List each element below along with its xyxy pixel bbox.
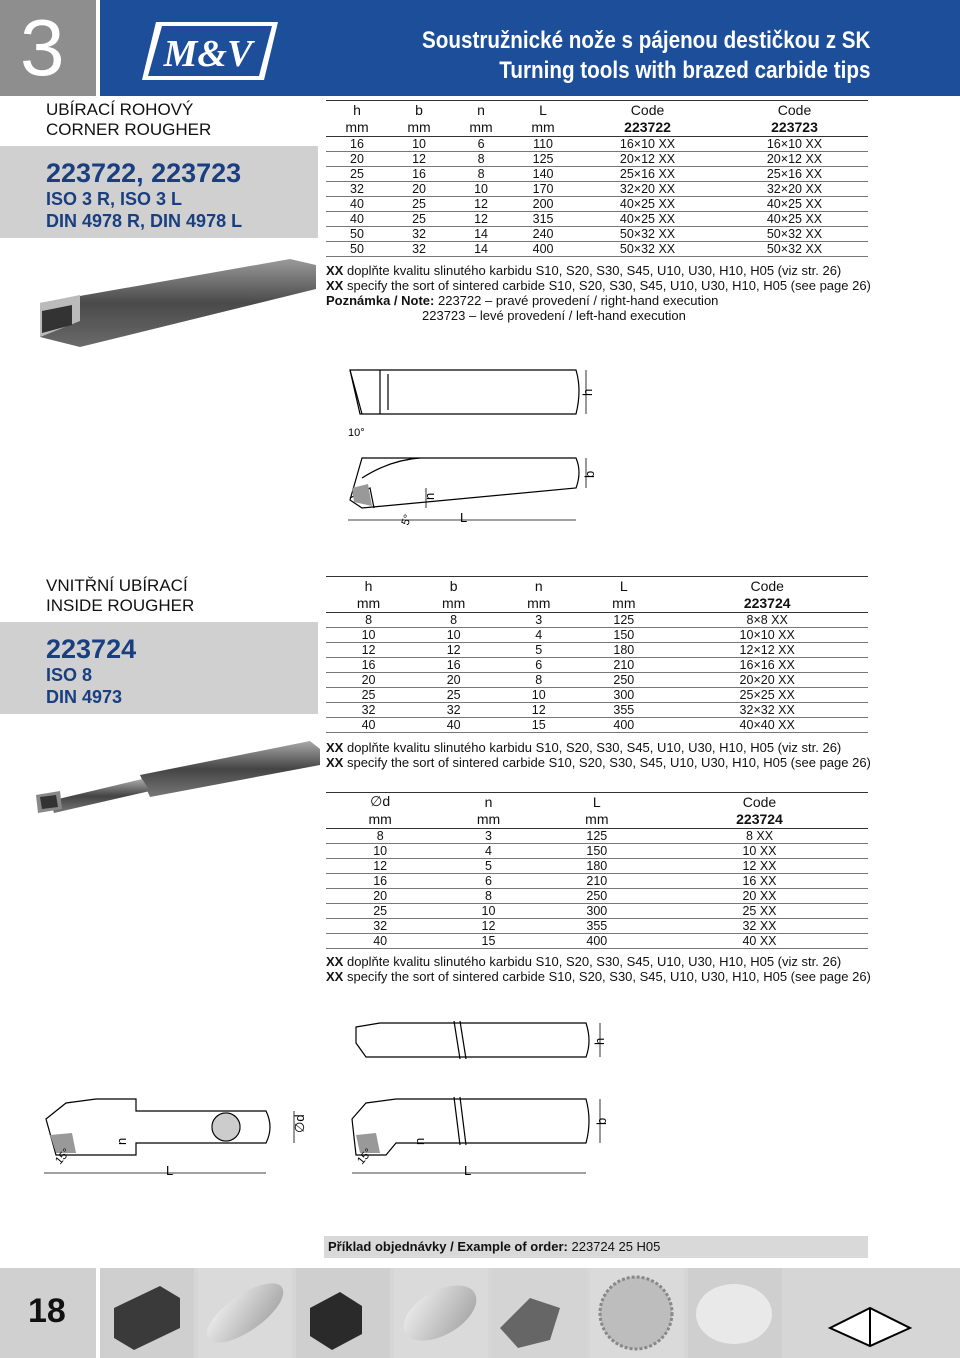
table-cell: 16×10 XX (574, 137, 721, 152)
table-row (326, 212, 868, 227)
section2-label-cz: VNITŘNÍ UBÍRACÍ (46, 576, 188, 595)
table-cell: 12 (496, 703, 581, 718)
table-cell: 250 (581, 673, 666, 688)
table-cell: 240 (512, 227, 574, 242)
title-en: Turning tools with brazed carbide tips (498, 57, 870, 84)
table-cell: 180 (581, 643, 666, 658)
table-row (326, 182, 868, 197)
table-cell: 12 (388, 152, 450, 167)
table-cell: 40 (326, 197, 388, 212)
table-cell: 32 (388, 227, 450, 242)
table-cell: 150 (581, 628, 666, 643)
table-cell: 6 (496, 658, 581, 673)
dim-L: L (464, 1163, 472, 1178)
table-cell: 400 (581, 718, 666, 733)
table-cell: 25 (388, 197, 450, 212)
table-cell: 4 (496, 628, 581, 643)
table-row (326, 859, 868, 874)
tile-7 (688, 1268, 782, 1358)
section1-table (326, 100, 868, 257)
section1-code-box (0, 146, 318, 238)
col-n: n (450, 101, 512, 119)
table-cell: 50 (326, 227, 388, 242)
table-cell: 8 (411, 613, 496, 628)
table-cell: 40 XX (651, 934, 868, 949)
table-cell: 40 (326, 934, 434, 949)
table-cell: 32 (326, 703, 411, 718)
table-cell: 8 (450, 152, 512, 167)
tile-2 (198, 1268, 292, 1358)
table-cell: 210 (581, 658, 666, 673)
table-cell: 3 (496, 613, 581, 628)
table-row (326, 904, 868, 919)
table-cell: 10 (450, 182, 512, 197)
table-cell: 10×10 XX (666, 628, 868, 643)
section2-table (326, 576, 868, 733)
table-cell: 40 (326, 212, 388, 227)
table-row (326, 673, 868, 688)
table-cell: 125 (543, 829, 651, 844)
table-cell: 16×16 XX (666, 658, 868, 673)
table-cell: 150 (543, 844, 651, 859)
table-cell: 25 (326, 167, 388, 182)
remark-1: 223722 – pravé provedení / right-hand execution (437, 293, 719, 308)
page-number-box (0, 1268, 96, 1358)
table-row (326, 688, 868, 703)
section1-din: DIN 4978 R, DIN 4978 L (46, 211, 243, 231)
svg-text:M&V: M&V (163, 33, 253, 75)
table-cell: 15 (496, 718, 581, 733)
inside-rougher-drawing (36, 1015, 626, 1190)
table-cell: 400 (543, 934, 651, 949)
table-cell: 8×8 XX (666, 613, 868, 628)
table-cell: 315 (512, 212, 574, 227)
table-cell: 40×25 XX (574, 212, 721, 227)
table-row (326, 152, 868, 167)
angle-15: 15° (53, 1146, 73, 1167)
col-d: ∅d (326, 793, 434, 811)
angle-15: 15° (355, 1146, 375, 1167)
table-cell: 20 (388, 182, 450, 197)
col-code: Code (651, 793, 868, 811)
table-cell: 250 (543, 889, 651, 904)
table-cell: 12 (434, 919, 542, 934)
unit: mm (434, 811, 542, 829)
table-cell: 125 (581, 613, 666, 628)
tile-1 (100, 1268, 194, 1358)
mv-logo (142, 22, 278, 80)
table-cell: 5 (434, 859, 542, 874)
section2-notes: XX doplňte kvalitu slinutého karbidu S10, S20, S30, S45, U10, U30, H10, H05 (viz str. 26) XX specify the sort of sintered carbide S10, S20, S30, S45, U10, U30, H10, H05 (see page 26) (326, 740, 871, 770)
section2-din: DIN 4973 (46, 687, 123, 707)
note-cz: doplňte kvalitu slinutého karbidu S10, S20, S30, S45, U10, U30, H10, H05 (viz str. 26) (346, 263, 842, 278)
table-row (326, 844, 868, 859)
table-cell: 16 (411, 658, 496, 673)
table-row (326, 227, 868, 242)
table-cell: 10 (411, 628, 496, 643)
table-cell: 8 (450, 167, 512, 182)
table-cell: 12 (450, 212, 512, 227)
table-cell: 16 (326, 874, 434, 889)
table-cell: 50×32 XX (721, 227, 868, 242)
table-cell: 32 (411, 703, 496, 718)
header-title (422, 26, 870, 86)
section2-label (0, 576, 318, 616)
section1-label (0, 100, 318, 140)
table-cell: 8 (434, 889, 542, 904)
section1-iso: ISO 3 R, ISO 3 L (46, 189, 183, 209)
table-row (326, 919, 868, 934)
tile-3 (296, 1268, 390, 1358)
table-cell: 210 (543, 874, 651, 889)
angle-10: 10° (348, 427, 365, 439)
table-cell: 14 (450, 242, 512, 257)
section1-notes: XX doplňte kvalitu slinutého karbidu S10, S20, S30, S45, U10, U30, H10, H05 (viz str. 26) XX specify the sort of sintered carbide S10, S20, S30, S45, U10, U30, H10, H05 (see page 26) Poznámka / Note: 223722 – pravé provedení / right-hand execution 223723 – levé provedení / left-hand execution (326, 263, 871, 323)
table-cell: 400 (512, 242, 574, 257)
table-cell: 8 (326, 613, 411, 628)
table-row (326, 613, 868, 628)
dim-h: h (592, 1037, 607, 1045)
table-cell: 25×25 XX (666, 688, 868, 703)
table-cell: 8 (496, 673, 581, 688)
table-cell: 125 (512, 152, 574, 167)
order-value: 223724 25 H05 (571, 1239, 661, 1254)
section3-table (326, 792, 868, 949)
table-row (326, 829, 868, 844)
table-row (326, 874, 868, 889)
table-cell: 12×12 XX (666, 643, 868, 658)
table-cell: 20×20 XX (666, 673, 868, 688)
remark-label: Poznámka / Note: (326, 293, 435, 308)
table-cell: 32 XX (651, 919, 868, 934)
table-cell: 15 (434, 934, 542, 949)
inside-rougher-photo (30, 735, 320, 815)
table-cell: 12 (326, 643, 411, 658)
table-cell: 16×10 XX (721, 137, 868, 152)
table-cell: 12 (450, 197, 512, 212)
table-cell: 25×16 XX (574, 167, 721, 182)
table-cell: 3 (434, 829, 542, 844)
table-cell: 200 (512, 197, 574, 212)
table-cell: 25 (326, 688, 411, 703)
unit: mm (512, 119, 574, 137)
dim-n: n (114, 1137, 129, 1145)
unit: mm (326, 811, 434, 829)
table-cell: 140 (512, 167, 574, 182)
dim-h: h (580, 388, 595, 396)
table-cell: 50×32 XX (574, 227, 721, 242)
table-cell: 12 (326, 859, 434, 874)
table-cell: 10 (326, 844, 434, 859)
table-cell: 40×25 XX (721, 197, 868, 212)
dim-b: b (594, 1117, 609, 1125)
dim-b: b (582, 470, 597, 478)
col-h: h (326, 577, 411, 595)
table-cell: 25 (326, 904, 434, 919)
table-cell: 32×32 XX (666, 703, 868, 718)
table-cell: 40 (326, 718, 411, 733)
table-cell: 4 (434, 844, 542, 859)
col-L: L (543, 793, 651, 811)
angle-5: 5° (399, 513, 415, 528)
table-cell: 20 (411, 673, 496, 688)
note-en: specify the sort of sintered carbide S10, S20, S30, S45, U10, U30, H10, H05 (see page 26) (346, 969, 871, 984)
table-cell: 5 (496, 643, 581, 658)
table-cell: 50 (326, 242, 388, 257)
table-cell: 6 (434, 874, 542, 889)
tile-4 (394, 1268, 488, 1358)
table-row (326, 703, 868, 718)
table-cell: 32 (388, 242, 450, 257)
footer-image-strip (100, 1268, 960, 1358)
code-number: 223724 (651, 811, 868, 829)
col-b: b (411, 577, 496, 595)
table-cell: 12 XX (651, 859, 868, 874)
tile-6 (590, 1268, 684, 1358)
table-cell: 16 (388, 167, 450, 182)
table-row (326, 643, 868, 658)
table-row (326, 137, 868, 152)
table-cell: 8 (326, 829, 434, 844)
note-cz: doplňte kvalitu slinutého karbidu S10, S20, S30, S45, U10, U30, H10, H05 (viz str. 26) (346, 954, 842, 969)
table-cell: 10 (496, 688, 581, 703)
note-en: specify the sort of sintered carbide S10, S20, S30, S45, U10, U30, H10, H05 (see page 26) (346, 755, 871, 770)
table-cell: 355 (581, 703, 666, 718)
table-cell: 20×12 XX (721, 152, 868, 167)
table-cell: 50×32 XX (574, 242, 721, 257)
table-cell: 20 XX (651, 889, 868, 904)
dim-d: ∅d (292, 1114, 307, 1133)
section-number: 3 (20, 3, 65, 92)
table-cell: 10 (434, 904, 542, 919)
table-cell: 40 (411, 718, 496, 733)
table-row (326, 242, 868, 257)
col-L: L (581, 577, 666, 595)
table-row (326, 718, 868, 733)
unit: mm (450, 119, 512, 137)
table-cell: 12 (411, 643, 496, 658)
table-cell: 32×20 XX (721, 182, 868, 197)
code-number: 223724 (666, 595, 868, 613)
dim-n: n (422, 492, 437, 500)
code-number: 223723 (721, 119, 868, 137)
dim-n: n (412, 1137, 427, 1145)
table-cell: 25 (388, 212, 450, 227)
unit: mm (388, 119, 450, 137)
tile-5 (492, 1268, 586, 1358)
table-cell: 25 XX (651, 904, 868, 919)
table-cell: 10 XX (651, 844, 868, 859)
code-number: 223722 (574, 119, 721, 137)
col-L: L (512, 101, 574, 119)
table-cell: 40×25 XX (574, 197, 721, 212)
table-cell: 32 (326, 919, 434, 934)
section2-label-en: INSIDE ROUGHER (46, 596, 195, 615)
table-cell: 14 (450, 227, 512, 242)
table-row (326, 658, 868, 673)
col-n: n (496, 577, 581, 595)
table-cell: 20 (326, 889, 434, 904)
table-cell: 25×16 XX (721, 167, 868, 182)
table-cell: 10 (326, 628, 411, 643)
table-row (326, 934, 868, 949)
col-code: Code (666, 577, 868, 595)
table-cell: 16 XX (651, 874, 868, 889)
table-cell: 110 (512, 137, 574, 152)
title-cz: Soustružnické nože s pájenou destičkou z SK (421, 27, 870, 54)
unit: mm (496, 595, 581, 613)
col-n: n (434, 793, 542, 811)
section2-codes: 223724 (46, 634, 137, 664)
table-cell: 355 (543, 919, 651, 934)
table-cell: 300 (581, 688, 666, 703)
unit: mm (326, 119, 388, 137)
table-cell: 25 (411, 688, 496, 703)
table-row (326, 889, 868, 904)
section2-iso: ISO 8 (46, 665, 93, 685)
table-cell: 20×12 XX (574, 152, 721, 167)
table-cell: 6 (450, 137, 512, 152)
table-cell: 10 (388, 137, 450, 152)
section1-label-en: CORNER ROUGHER (46, 120, 212, 139)
unit: mm (581, 595, 666, 613)
table-cell: 8 XX (651, 829, 868, 844)
table-cell: 40×25 XX (721, 212, 868, 227)
table-cell: 50×32 XX (721, 242, 868, 257)
table-cell: 32 (326, 182, 388, 197)
book-icon (786, 1268, 960, 1358)
table-cell: 300 (543, 904, 651, 919)
col-code: Code (574, 101, 721, 119)
table-cell: 16 (326, 137, 388, 152)
table-cell: 16 (326, 658, 411, 673)
order-label: Příklad objednávky / Example of order: (328, 1239, 568, 1254)
corner-rougher-drawing (340, 360, 620, 530)
section1-codes: 223722, 223723 (46, 158, 242, 188)
corner-rougher-photo (20, 255, 320, 350)
table-cell: 20 (326, 152, 388, 167)
note-en: specify the sort of sintered carbide S10, S20, S30, S45, U10, U30, H10, H05 (see page 26) (346, 278, 871, 293)
dim-L: L (460, 510, 468, 525)
col-b: b (388, 101, 450, 119)
note-cz: doplňte kvalitu slinutého karbidu S10, S20, S30, S45, U10, U30, H10, H05 (viz str. 26) (346, 740, 842, 755)
unit: mm (543, 811, 651, 829)
order-example (324, 1236, 868, 1258)
table-cell: 180 (543, 859, 651, 874)
remark-2: 223723 – levé provedení / left-hand execution (422, 308, 686, 323)
table-row (326, 167, 868, 182)
section1-label-cz: UBÍRACÍ ROHOVÝ (46, 100, 194, 119)
table-row (326, 197, 868, 212)
table-cell: 32×20 XX (574, 182, 721, 197)
table-cell: 40×40 XX (666, 718, 868, 733)
dim-L: L (166, 1163, 174, 1178)
section2-code-box (0, 622, 318, 714)
unit: mm (326, 595, 411, 613)
table-cell: 20 (326, 673, 411, 688)
page-number: 18 (28, 1292, 66, 1330)
col-code: Code (721, 101, 868, 119)
col-h: h (326, 101, 388, 119)
section-number-box (0, 0, 96, 96)
section3-notes: XX doplňte kvalitu slinutého karbidu S10, S20, S30, S45, U10, U30, H10, H05 (viz str. 26) XX specify the sort of sintered carbide S10, S20, S30, S45, U10, U30, H10, H05 (see page 26) (326, 954, 871, 984)
table-row (326, 628, 868, 643)
unit: mm (411, 595, 496, 613)
table-cell: 170 (512, 182, 574, 197)
